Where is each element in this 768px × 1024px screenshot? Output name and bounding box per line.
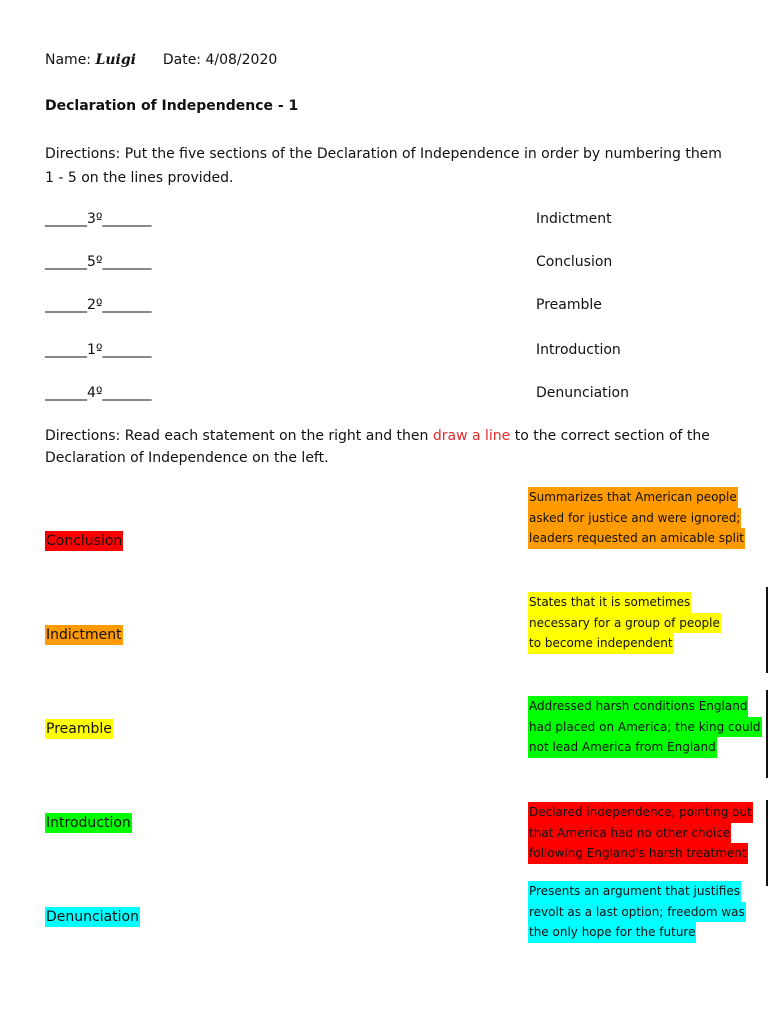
label-conclusion[interactable]: Conclusion [46, 533, 123, 549]
answer-blank-5[interactable]: ______4º_______ [45, 385, 152, 401]
statement-line: Addressed harsh conditions England [528, 696, 748, 717]
statement-line: Declared independence, pointing out [528, 802, 753, 823]
name-label: Name: [45, 52, 92, 68]
name-date-line [45, 52, 277, 68]
statement-line: that America had no other choice [528, 823, 731, 844]
answer-blank-2[interactable]: ______5º_______ [45, 254, 152, 270]
page-title: Declaration of Independence - 1 [45, 98, 299, 114]
statement-line: asked for justice and were ignored; [528, 508, 741, 529]
statement-line: not lead America from England [528, 737, 717, 758]
section-name-3: Preamble [536, 297, 602, 313]
directions-label: Directions: [45, 428, 121, 444]
directions-label: Directions: [45, 146, 121, 162]
directions-text: Read each statement on the right and then [120, 428, 433, 444]
statement-line: Presents an argument that justifies [528, 881, 741, 902]
date-label: Date: [162, 52, 202, 68]
statement-line: revolt as a last option; freedom was [528, 902, 746, 923]
answer-blank-1[interactable]: ______3º_______ [45, 211, 152, 227]
statement-line: had placed on America; the king could [528, 717, 762, 738]
directions-matching [45, 425, 745, 469]
answer-blank-4[interactable]: ______1º_______ [45, 342, 152, 358]
section-name-4: Introduction [536, 342, 621, 358]
statement-line: necessary for a group of people [528, 613, 721, 634]
label-indictment[interactable]: Indictment [46, 627, 122, 643]
directions-text: to the correct section of the Declaration of Independence on the left. [45, 428, 710, 466]
statement-1[interactable] [528, 487, 745, 549]
name-value: Luigi [95, 52, 136, 68]
directions-ordering [45, 142, 725, 190]
section-name-2: Conclusion [536, 254, 613, 270]
section-name-5: Denunciation [536, 385, 629, 401]
date-value: 4/08/2020 [205, 52, 278, 68]
label-denunciation[interactable]: Denunciation [46, 909, 139, 925]
statement-line: the only hope for the future [528, 922, 696, 943]
statement-line: leaders requested an amicable split [528, 528, 745, 549]
draw-a-line-highlight: draw a line [432, 428, 511, 444]
statement-line: following England's harsh treatment [528, 843, 748, 864]
label-introduction[interactable]: Introduction [46, 815, 131, 831]
statement-line: to become independent [528, 633, 674, 654]
section-name-1: Indictment [536, 211, 612, 227]
statement-4[interactable] [528, 802, 753, 864]
label-preamble[interactable]: Preamble [46, 721, 112, 737]
answer-blank-3[interactable]: ______2º_______ [45, 297, 152, 313]
statement-3[interactable] [528, 696, 762, 758]
directions-text: Put the five sections of the Declaration of Independence in order by numbering them 1 - 5 on the lines provided. [45, 146, 722, 186]
statement-line: States that it is sometimes [528, 592, 691, 613]
statement-5[interactable] [528, 881, 746, 943]
statement-2[interactable] [528, 592, 721, 654]
statement-line: Summarizes that American people [528, 487, 738, 508]
